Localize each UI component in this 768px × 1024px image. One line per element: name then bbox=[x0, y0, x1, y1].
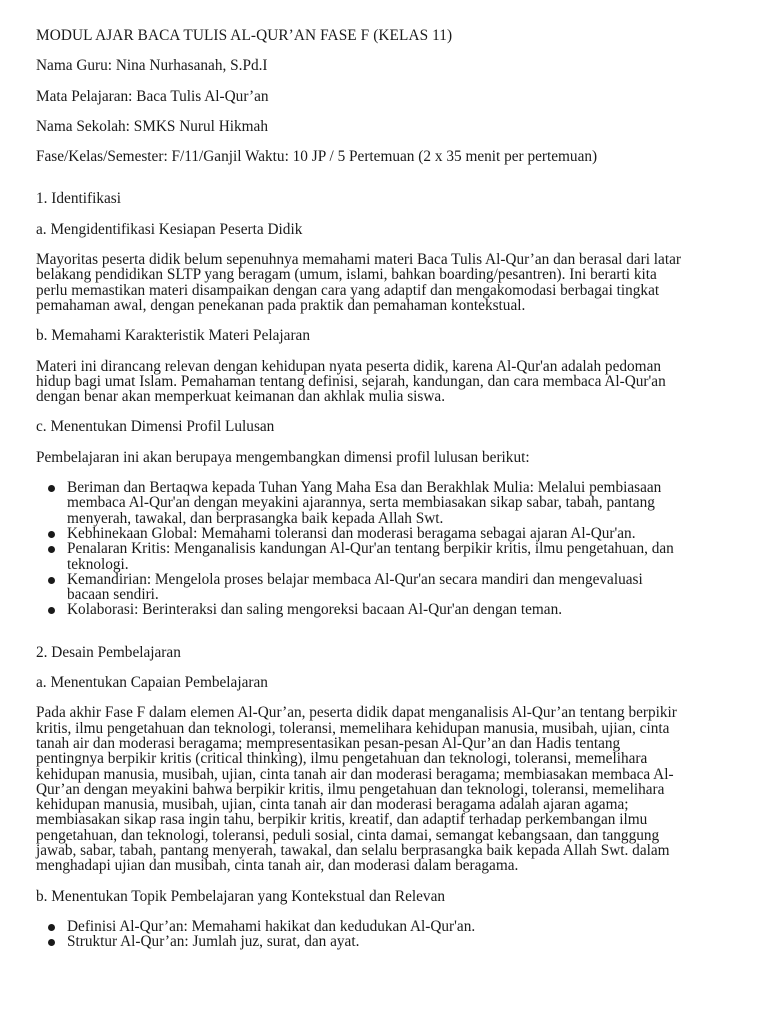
bullet-icon bbox=[48, 531, 55, 538]
paragraph-line: kehidupan manusia, musibah, ujian, cinta tanah air dan moderasi beragama adalah ajaran agama; bbox=[36, 796, 629, 814]
bullet-icon bbox=[48, 607, 55, 614]
list-item-line: Kemandirian: Mengelola proses belajar membaca Al-Qur'an secara mandiri dan mengevaluasi bbox=[67, 570, 643, 588]
bullet-icon bbox=[48, 939, 55, 946]
list-item-line: menyerah, tawakal, dan berprasangka baik kepada Allah Swt. bbox=[67, 509, 444, 527]
topic-list bbox=[36, 919, 736, 950]
list-item-line: Beriman dan Bertaqwa kepada Tuhan Yang Maha Esa dan Berakhlak Mulia: Melalui pembiasaan bbox=[67, 479, 662, 497]
paragraph-line: Materi ini dirancang relevan dengan kehidupan nyata peserta didik, karena Al-Qur'an adalah pedoman bbox=[36, 357, 662, 375]
paragraph-capaian bbox=[36, 705, 736, 873]
section-heading-desain: 2. Desain Pembelajaran bbox=[36, 643, 181, 661]
paragraph-kesiapan bbox=[36, 252, 736, 313]
paragraph-line: pemahaman awal, dengan penekanan pada praktik dan pemahaman kontekstual. bbox=[36, 296, 526, 314]
list-item-line: Kolaborasi: Berinteraksi dan saling mengoreksi bacaan Al-Qur'an dengan teman. bbox=[67, 601, 563, 619]
paragraph-karakteristik bbox=[36, 359, 736, 405]
paragraph-line: Mayoritas peserta didik belum sepenuhnya memahami materi Baca Tulis Al-Qur’an dan berasal dari latar bbox=[36, 251, 681, 269]
list-item bbox=[36, 572, 736, 603]
list-item-line: Penalaran Kritis: Menganalisis kandungan Al-Qur'an tentang berpikir kritis, ilmu pengetahuan, dan bbox=[67, 540, 674, 558]
teacher-name: Nama Guru: Nina Nurhasanah, S.Pd.I bbox=[36, 57, 268, 75]
paragraph-line: menghadapi ujian dan musibah, cinta tanah air, dan moderasi dalam beragama. bbox=[36, 857, 519, 875]
section-heading-identifikasi: 1. Identifikasi bbox=[36, 190, 121, 208]
list-item bbox=[36, 919, 736, 934]
paragraph-line: pengetahuan, dan teknologi, toleransi, peduli sosial, cinta damai, semangat kebangsaan, dan tanggung bbox=[36, 826, 660, 844]
paragraph-line: perlu memastikan materi disampaikan dengan cara yang adaptif dan mengakomodasi berbagai tingkat bbox=[36, 281, 660, 299]
list-item bbox=[36, 480, 736, 526]
list-item bbox=[36, 602, 736, 617]
subsection-heading: b. Menentukan Topik Pembelajaran yang Kontekstual dan Relevan bbox=[36, 887, 446, 905]
list-item-line: membaca Al-Qur'an dengan meyakini ajarannya, serta membiasakan sikap sabar, tabah, pantang bbox=[67, 494, 655, 512]
paragraph-line: Qur’an dengan meyakini bahwa berpikir kritis, ilmu pengetahuan dan teknologi, toleransi, memelihara bbox=[36, 780, 665, 798]
list-item-line: teknologi. bbox=[67, 555, 129, 573]
paragraph-line: dengan benar akan memperkuat keimanan dan akhlak mulia siswa. bbox=[36, 388, 446, 406]
profile-dimension-list bbox=[36, 480, 736, 618]
paragraph-line: kritis, ilmu pengetahuan dan teknologi, toleransi, memelihara kehidupan manusia, musibah, ujian, cinta bbox=[36, 719, 670, 737]
document-page bbox=[36, 28, 736, 949]
paragraph-line: pentingnya berpikir kritis (critical thinking), ilmu pengetahuan dan teknologi, toleransi, memelihara bbox=[36, 750, 648, 768]
bullet-icon bbox=[48, 546, 55, 553]
paragraph-intro: Pembelajaran ini akan berupaya mengembangkan dimensi profil lulusan berikut: bbox=[36, 448, 530, 466]
bullet-icon bbox=[48, 485, 55, 492]
paragraph-line: Pada akhir Fase F dalam elemen Al-Qur’an, peserta didik dapat menganalisis Al-Qur’an tentang berpikir bbox=[36, 704, 677, 722]
list-item bbox=[36, 526, 736, 541]
bullet-icon bbox=[48, 924, 55, 931]
paragraph-line: belakang pendidikan SLTP yang beragam (umum, islami, bahkan boarding/pesantren). Ini berarti kita bbox=[36, 266, 657, 284]
document-title: MODUL AJAR BACA TULIS AL-QUR’AN FASE F (KELAS 11) bbox=[36, 27, 453, 44]
subsection-heading: c. Menentukan Dimensi Profil Lulusan bbox=[36, 418, 275, 436]
phase-class-semester: Fase/Kelas/Semester: F/11/Ganjil Waktu: 10 JP / 5 Pertemuan (2 x 35 menit per pertemuan) bbox=[36, 148, 598, 166]
list-item bbox=[36, 934, 736, 949]
subject-name: Mata Pelajaran: Baca Tulis Al-Qur’an bbox=[36, 87, 269, 105]
list-item bbox=[36, 541, 736, 572]
paragraph-line: hidup bagi umat Islam. Pemahaman tentang definisi, sejarah, kandungan, dan cara membaca Al-Qur'an bbox=[36, 372, 666, 390]
subsection-heading: a. Menentukan Capaian Pembelajaran bbox=[36, 674, 268, 692]
school-name: Nama Sekolah: SMKS Nurul Hikmah bbox=[36, 117, 268, 135]
paragraph-line: tanah air dan moderasi beragama; mempresentasikan pesan-pesan Al-Qur’an dan Hadis tentang bbox=[36, 734, 621, 752]
bullet-icon bbox=[48, 577, 55, 584]
subsection-heading: b. Memahami Karakteristik Materi Pelajaran bbox=[36, 327, 310, 345]
subsection-heading: a. Mengidentifikasi Kesiapan Peserta Didik bbox=[36, 220, 303, 238]
list-item-line: Definisi Al-Qur’an: Memahami hakikat dan kedudukan Al-Qur'an. bbox=[67, 917, 476, 935]
paragraph-line: membiasakan sikap rasa ingin tahu, berpikir kritis, kreatif, dan adaptif terhadap perkembangan ilmu bbox=[36, 811, 648, 829]
paragraph-line: kehidupan manusia, musibah, ujian, cinta tanah air dan moderasi beragama; membiasakan membaca Al- bbox=[36, 765, 674, 783]
list-item-line: Kebhinekaan Global: Memahami toleransi dan moderasi beragama sebagai ajaran Al-Qur'an. bbox=[67, 524, 636, 542]
list-item-line: bacaan sendiri. bbox=[67, 586, 159, 604]
paragraph-line: jawab, sabar, tabah, pantang menyerah, tawakal, dan selalu berprasangka baik kepada Allah Swt. dalam bbox=[36, 841, 670, 859]
list-item-line: Struktur Al-Qur’an: Jumlah juz, surat, dan ayat. bbox=[67, 933, 360, 951]
